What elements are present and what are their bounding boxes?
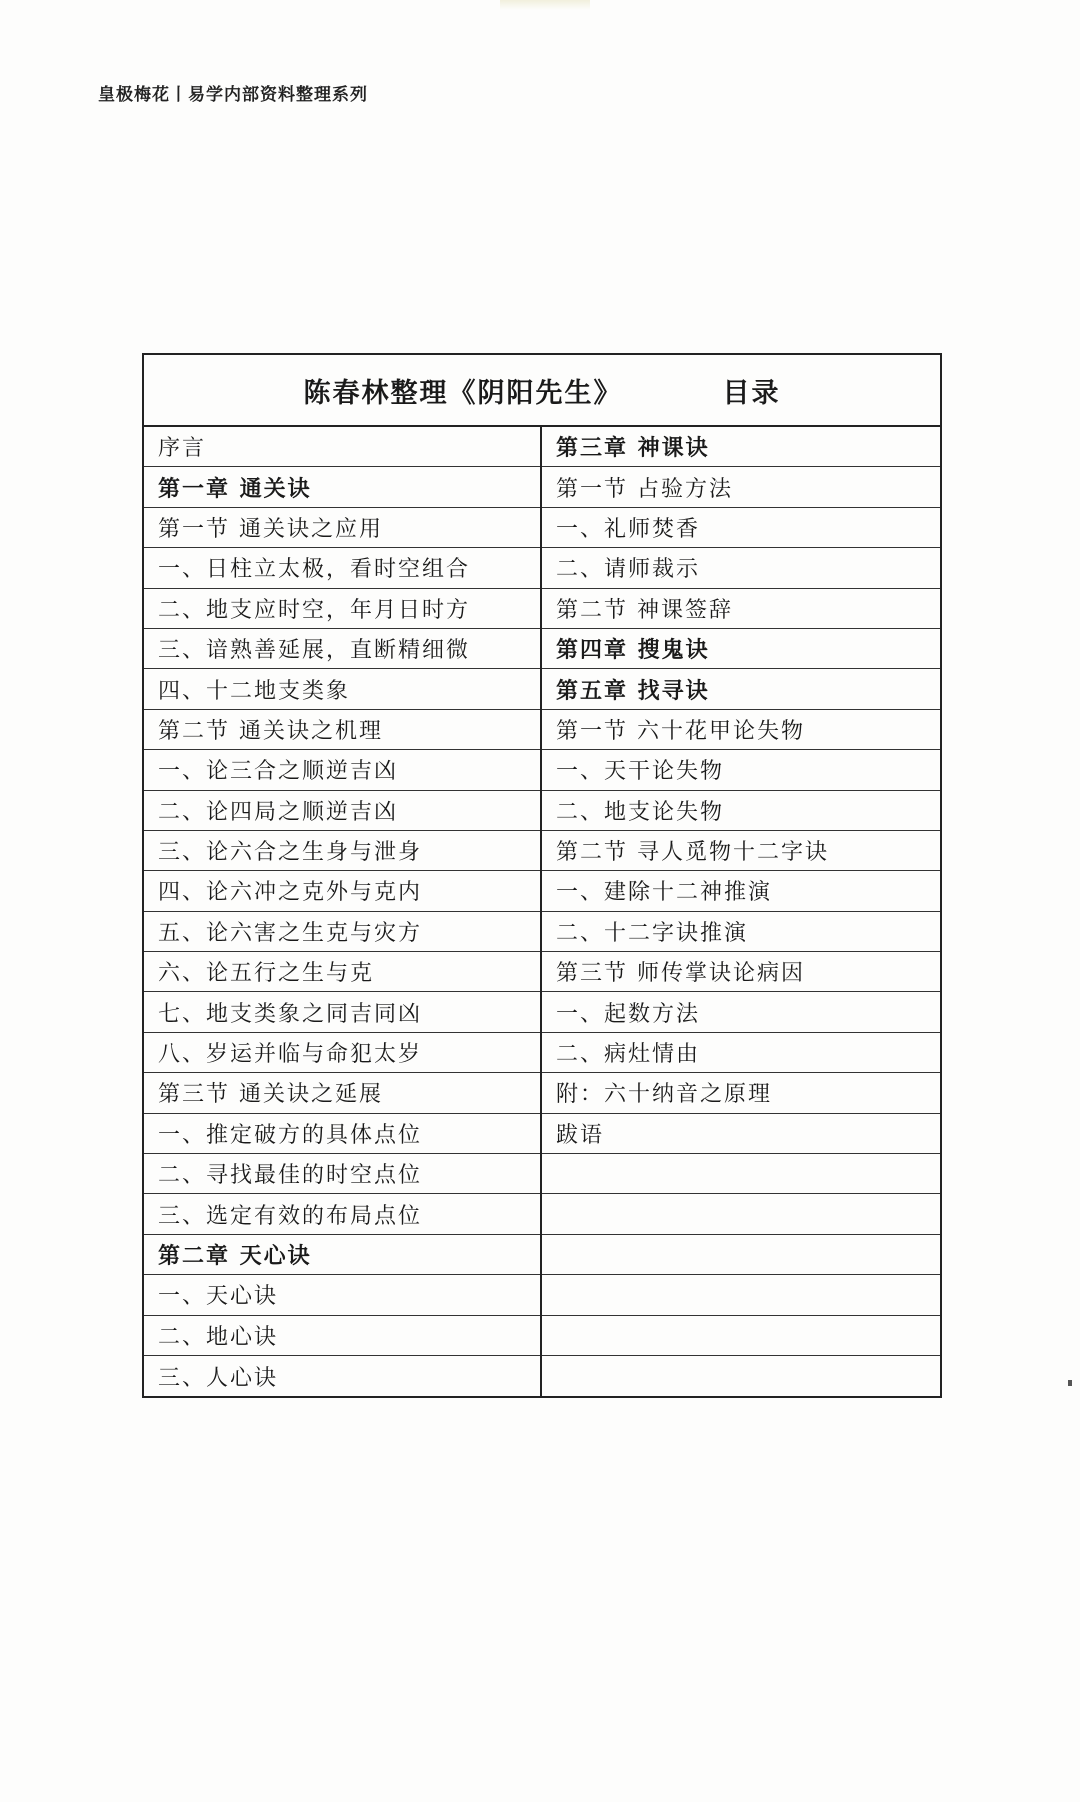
toc-entry: 第四章 搜鬼诀 xyxy=(542,629,940,669)
toc-entry: 五、论六害之生克与灾方 xyxy=(144,912,540,952)
toc-entry: 第五章 找寻诀 xyxy=(542,669,940,709)
toc-entry: 三、论六合之生身与泄身 xyxy=(144,831,540,871)
toc-left-column xyxy=(144,427,542,1396)
toc-entry: 附：六十纳音之原理 xyxy=(542,1073,940,1113)
toc-entry: 二、论四局之顺逆吉凶 xyxy=(144,791,540,831)
toc-entry: 二、地支论失物 xyxy=(542,791,940,831)
toc-entry xyxy=(542,1154,940,1194)
toc-entry: 二、寻找最佳的时空点位 xyxy=(144,1154,540,1194)
toc-entry xyxy=(542,1316,940,1356)
toc-entry: 第二节 寻人觅物十二字诀 xyxy=(542,831,940,871)
toc-entry: 第二章 天心诀 xyxy=(144,1235,540,1275)
toc-entry: 一、日柱立太极，看时空组合 xyxy=(144,548,540,588)
page-header: 皇极梅花丨易学内部资料整理系列 xyxy=(98,85,368,105)
toc-entry: 三、谙熟善延展，直断精细微 xyxy=(144,629,540,669)
toc-entry: 七、地支类象之同吉同凶 xyxy=(144,992,540,1032)
toc-entry: 四、十二地支类象 xyxy=(144,669,540,709)
toc-entry: 二、地支应时空，年月日时方 xyxy=(144,589,540,629)
toc-entry: 二、请师裁示 xyxy=(542,548,940,588)
toc-title: 陈春林整理《阴阳先生》 xyxy=(303,377,623,409)
toc-entry xyxy=(542,1356,940,1396)
toc-entry: 一、天心诀 xyxy=(144,1275,540,1315)
scan-mark xyxy=(500,0,590,10)
toc-entry: 第二节 通关诀之机理 xyxy=(144,710,540,750)
toc-entry: 第一节 六十花甲论失物 xyxy=(542,710,940,750)
toc-entry: 一、推定破方的具体点位 xyxy=(144,1114,540,1154)
toc-entry: 一、起数方法 xyxy=(542,992,940,1032)
toc-entry: 序言 xyxy=(144,427,540,467)
toc-entry: 一、建除十二神推演 xyxy=(542,871,940,911)
toc-entry: 第二节 神课签辞 xyxy=(542,589,940,629)
toc-entry: 一、论三合之顺逆吉凶 xyxy=(144,750,540,790)
toc-entry: 一、礼师焚香 xyxy=(542,508,940,548)
toc-entry: 第三节 师传掌诀论病因 xyxy=(542,952,940,992)
toc-entry: 四、论六冲之克外与克内 xyxy=(144,871,540,911)
toc-right-column xyxy=(542,427,940,1396)
toc-entry: 三、人心诀 xyxy=(158,1365,279,1391)
toc-entry: 第一章 通关诀 xyxy=(144,467,540,507)
toc-entry: 第三节 通关诀之延展 xyxy=(144,1073,540,1113)
toc-table xyxy=(142,353,942,1398)
toc-entry: 第一节 通关诀之应用 xyxy=(144,508,540,548)
toc-title-suffix: 目录 xyxy=(722,377,781,409)
toc-entry xyxy=(542,1275,940,1315)
toc-entry: 六、论五行之生与克 xyxy=(144,952,540,992)
toc-entry: 三、选定有效的布局点位 xyxy=(144,1194,540,1234)
toc-body xyxy=(144,427,940,1396)
toc-entry: 第一节 占验方法 xyxy=(542,467,940,507)
toc-entry: 八、岁运并临与命犯太岁 xyxy=(144,1033,540,1073)
toc-entry xyxy=(542,1235,940,1275)
toc-title-row xyxy=(144,355,940,427)
toc-entry: 一、天干论失物 xyxy=(542,750,940,790)
toc-entry: 二、病灶情由 xyxy=(542,1033,940,1073)
toc-entry: 第三章 神课诀 xyxy=(542,427,940,467)
scan-artifact xyxy=(1068,1380,1072,1386)
toc-entry: 跋语 xyxy=(542,1114,940,1154)
toc-entry: 二、地心诀 xyxy=(144,1316,540,1356)
toc-entry: 二、十二字诀推演 xyxy=(542,912,940,952)
toc-entry xyxy=(542,1194,940,1234)
